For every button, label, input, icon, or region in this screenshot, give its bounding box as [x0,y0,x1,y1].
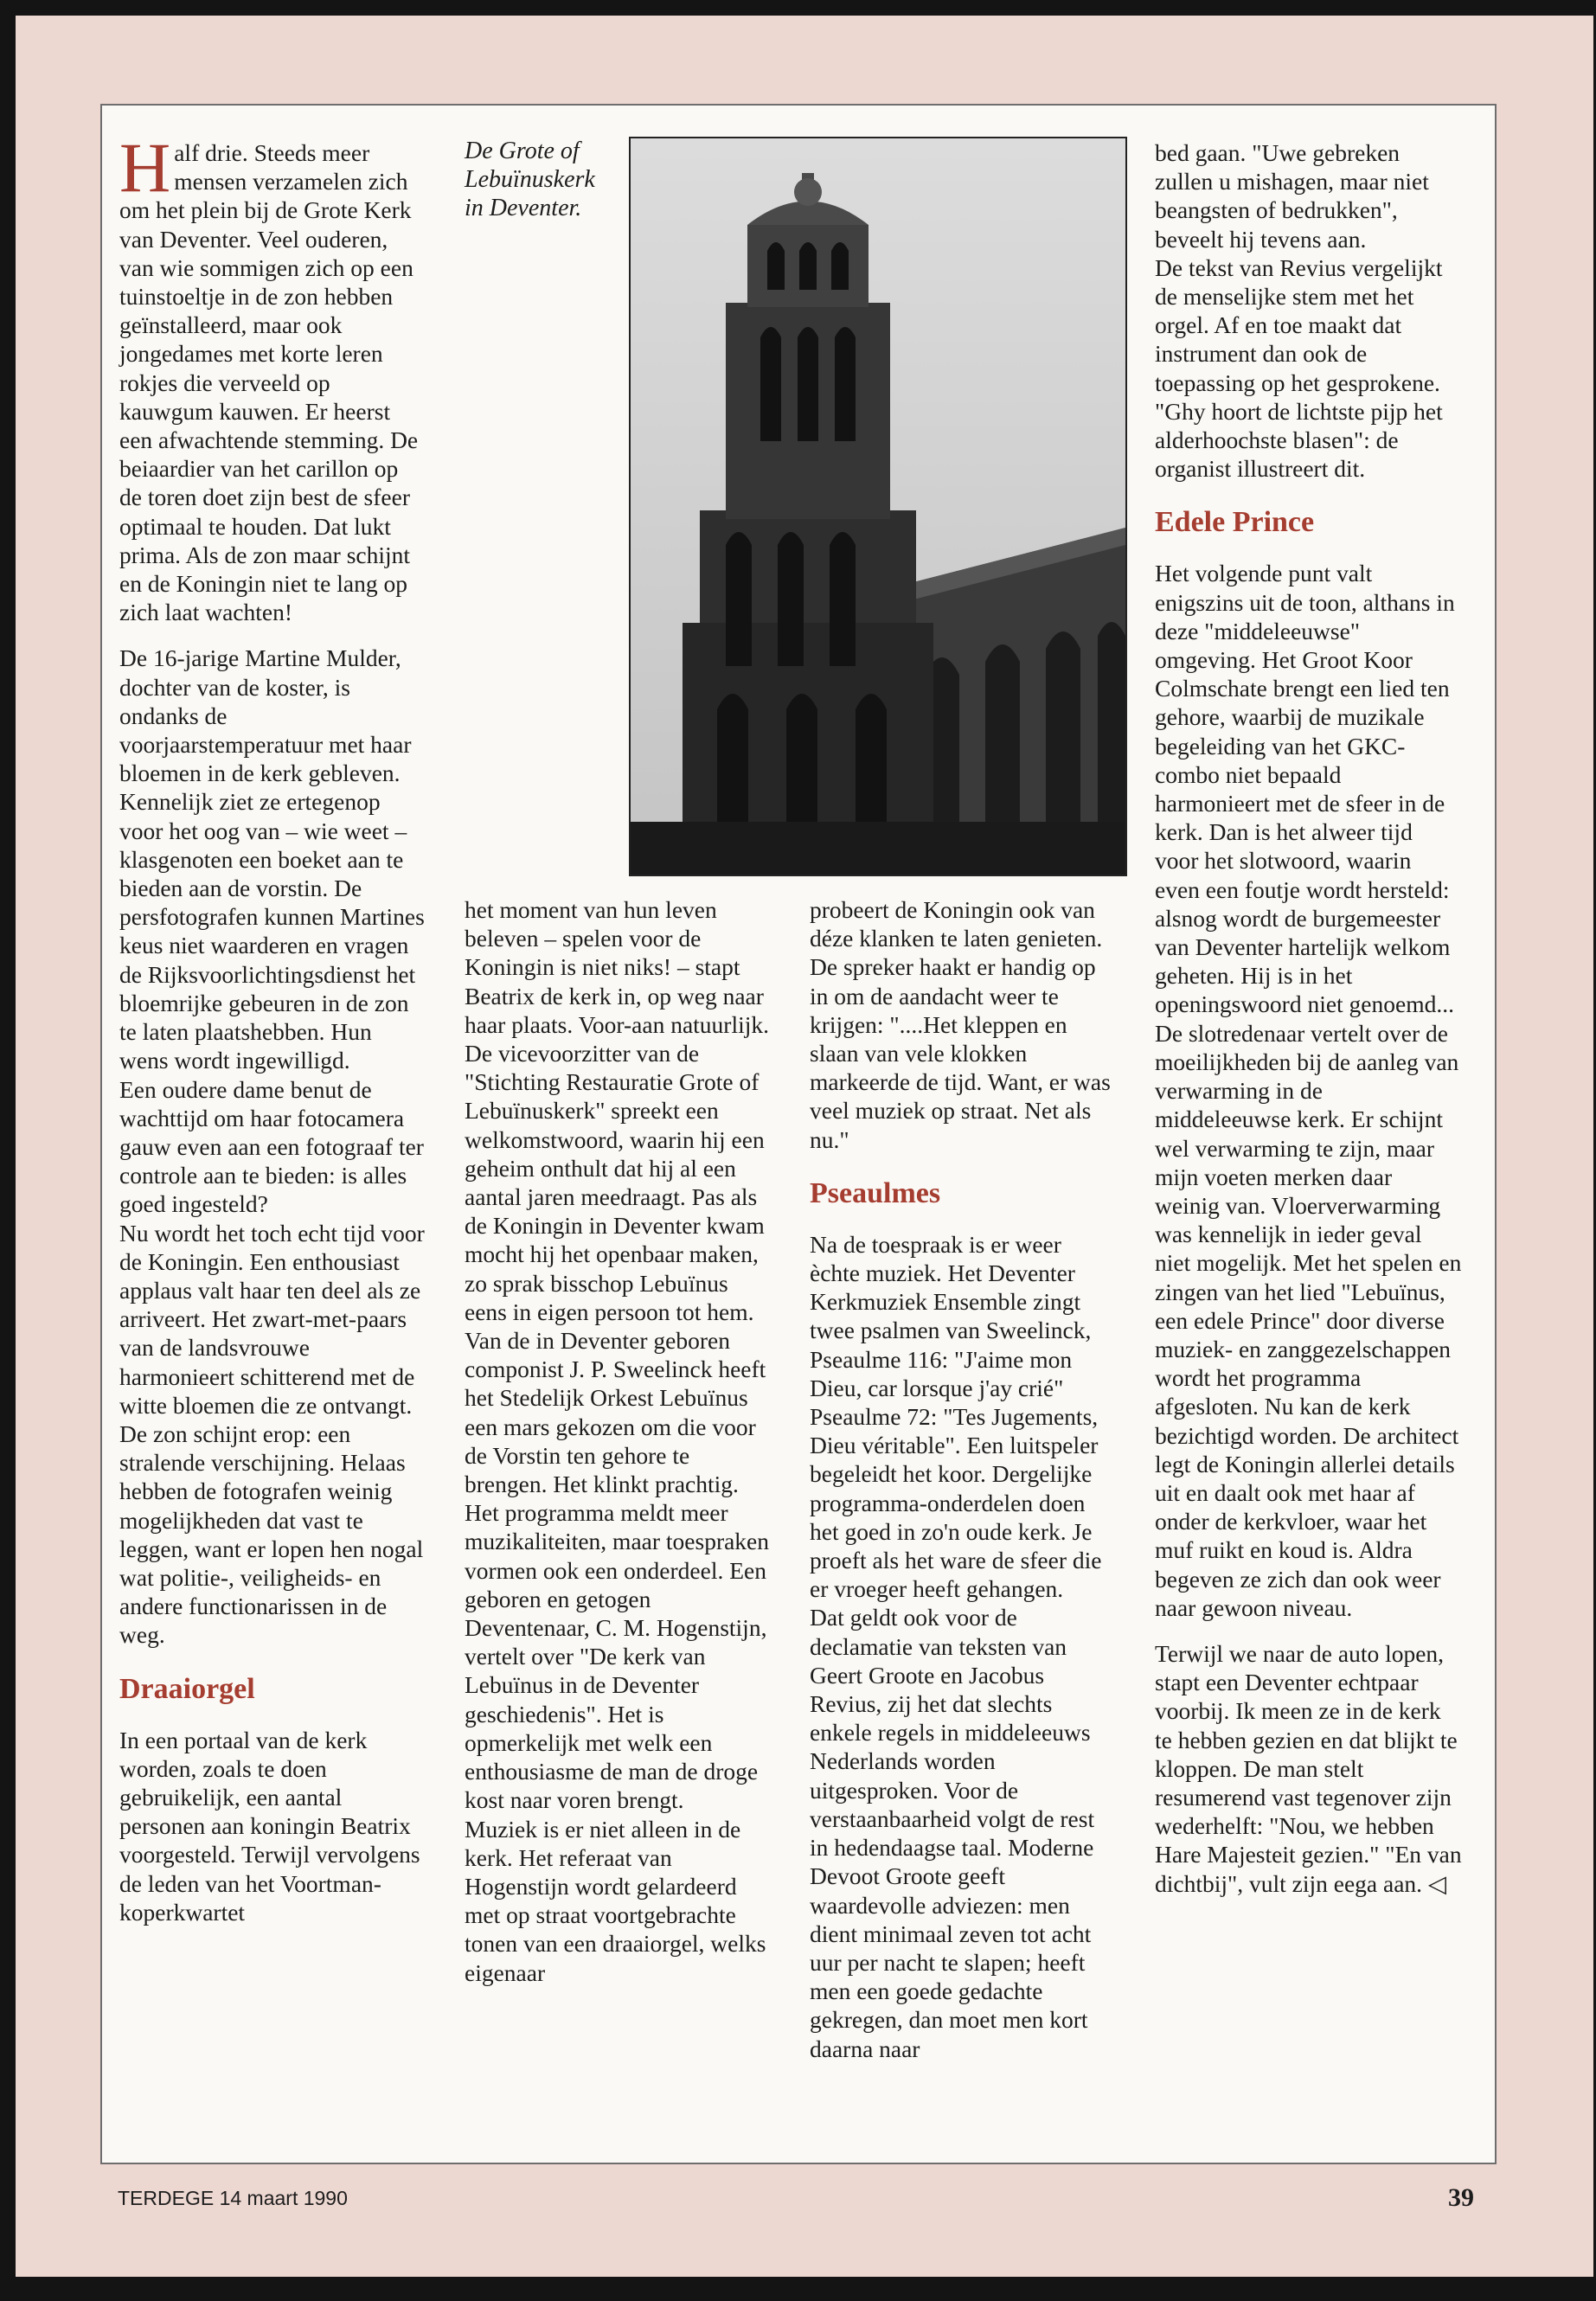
paragraph: Na de toespraak is er weer èchte muziek. Het Deventer Kerkmuziek Ensemble zingt twee psalmen van Sweelinck, Pseaulme 116: "J'aime mon Dieu, car lorsque j'ay crié" Pseaulme 72: "Tes Jugements, Dieu véritable". Een luitspeler begeleidt het koor. Dergelijke programma-onderdelen doen het goed in zo'n oude kerk. Je proeft als het ware de sfeer die er vroeger heeft gehangen. [810,1230,1102,1603]
paragraph: het moment van hun leven beleven – spelen voor de Koningin is niet niks! – stapt Beatrix de kerk in, op weg naar haar plaats. Voor-aan natuurlijk. De vicevoorzitter van de "Stichting Restauratie Grote of Lebuïnuskerk" spreekt een welkomstwoord, waarin hij een geheim onthult dat hij al een aantal jaren meedraagt. Pas als de Koningin in Deventer kwam mocht hij het openbaar maken, zo sprak bisschop Lebuïnus eens in eigen persoon tot hem. [465,896,770,1325]
paragraph: De 16-jarige Martine Mulder, dochter van de koster, is ondanks de voorjaarstemperatuur met haar bloemen in de kerk gebleven. Kennelijk ziet ze ertegenop voor het oog van – wie weet – klasgenoten een boeket aan te bieden aan de vorstin. De persfotografen kunnen Martines keus niet waarderen en vragen de Rijksvoorlichtingsdienst het bloemrijke gebeuren in de zon te laten plaatshebben. Hun wens wordt ingewilligd. [119,644,425,1074]
paragraph: Het volgende punt valt enigszins uit de toon, althans in deze "middeleeuwse" omgeving. Het Groot Koor Colmschate brengt een lied ten gehore, waarbij de muzikale begeleiding van het GKC-combo niet bepaald harmonieert met de sfeer in de kerk. Dan is het alweer tijd voor het slotwoord, waarin even een foutje wordt hersteld: alsnog wordt de burgemeester van Deventer hartelijk welkom geheten. Hij is in het openingswoord niet genoemd... De slotredenaar vertelt over de moeilijkheden bij de aanleg van verwarming in de middeleeuwse kerk. Er schijnt wel verwarming te zijn, maar mijn voeten merken daar weinig van. Vloerverwarming was kennelijk in ieder geval niet mogelijk. Met het spelen en zingen van het lied "Lebuïnus, een edele Prince" door diverse muziek- en zanggezelschappen wordt het programma afgesloten. Nu kan de kerk bezichtigd worden. De architect legt de Koningin allerlei details uit en daalt ook met haar af onder de kerkvloer, waar het muf ruikt en koud is. Aldra begeven ze zich dan ook weer naar gewoon niveau. [1155,560,1462,1621]
paragraph: probeert de Koningin ook van déze klanken te laten genieten. De spreker haakt er handig op in om de aandacht weer te krijgen: "....Het kleppen en slaan van vele klokken markeerde de tijd. Want, er was veel muziek op straat. Net als nu." [810,896,1111,1153]
column-3 [810,895,1117,2063]
closing-paragraph [1155,1639,1462,1898]
paragraph: In een portaal van de kerk worden, zoals te doen gebruikelijk, een aantal personen aan koningin Beatrix voorgesteld. Terwijl vervolgens de leden van het Voortman-koperkwartet [119,1726,420,1926]
photo-caption: De Grote of Lebuïnuskerk in Deventer. [465,138,595,221]
paragraph: Dat geldt ook voor de declamatie van teksten van Geert Groote en Jacobus Revius, zij het dat slechts enkele regels in middeleeuws Nederlands worden uitgesproken. Voor de verstaanbaarheid volgt de rest in hedendaagse taal. Moderne Devoot Groote geeft waardevolle adviezen: men dient minimaal zeven tot acht uur per nacht te slapen; heeft men een goede gedachte gekregen, dan moet men kort daarna naar [810,1604,1095,2062]
section-heading-pseaulmes: Pseaulmes [810,1176,941,1209]
footer-publication: TERDEGE 14 maart 1990 [118,2187,348,2209]
article-frame [100,104,1497,2164]
column-4 [1155,138,1462,1898]
paragraph: Muziek is er niet alleen in de kerk. Het referaat van Hogenstijn wordt gelardeerd met op straat voortgebrachte tonen van een draaiorgel, welks eigenaar [465,1815,766,1986]
column-1 [119,128,426,1926]
section-heading-draaiorgel: Draaiorgel [119,1672,255,1705]
paragraph: Het programma meldt meer muzikaliteiten, maar toespraken vormen ook een onderdeel. Een geboren en getogen Deventenaar, C. M. Hogenstijn, vertelt over "De kerk van Lebuïnus in de Deventer geschiedenis". Het is opmerkelijk met welk een enthousiasme de man de droge kost naar voren brengt. [465,1499,770,1814]
paragraph: De tekst van Revius vergelijkt de menselijke stem met het orgel. Af en toe maakt dat instrument dan ook de toepassing op het gesprokene. "Ghy hoort de lichtste pijp het alderhoochste blasen": de organist illustreert dit. [1155,253,1443,483]
end-mark-icon: ◁ [1427,1869,1447,1897]
section-heading-edele-prince: Edele Prince [1155,506,1315,539]
intro-paragraph [119,128,426,626]
intro-text: alf drie. Steeds meer mensen verzamelen zich om het plein bij de Grote Kerk van Deventer. Veel ouderen, van wie sommigen zich op een tuinstoeltje in de zon hebben geïnstalleerd, maar ook jongedames met korte leren rokjes die verveeld op kauwgum kauwen. Er heerst een afwachtende stemming. De beiaardier van het carillon op de toren doet zijn best de sfeer optimaal te houden. Dat lukt prima. Als de zon maar schijnt en de Koningin niet te lang op zich laat wachten! [119,139,419,626]
paragraph: bed gaan. "Uwe gebreken zullen u mishagen, maar niet beangsten of bedrukken", beveelt hij tevens aan. [1155,139,1429,253]
page-number: 39 [1448,2183,1474,2212]
drop-cap: H [119,128,171,207]
paragraph: Nu wordt het toch echt tijd voor de Koningin. Een enthousiast applaus valt haar ten deel als ze arriveert. Het zwart-met-paars van de landsvrouwe harmonieert schitterend met de witte bloemen die ze ontvangt. De zon schijnt erop: een stralende verschijning. Helaas hebben de fotografen weinig mogelijkheden dat vast te leggen, want er lopen hen nogal wat politie-, veiligheids- en andere functionarissen in de weg. [119,1219,425,1649]
column-2 [465,895,772,1987]
paragraph: Een oudere dame benut de wachttijd om haar fotocamera gauw even aan een fotograaf ter controle aan te bieden: is alles goed ingesteld? [119,1075,424,1218]
paragraph: Van de in Deventer geboren componist J. P. Sweelinck heeft het Stedelijk Orkest Lebuïnus een mars gekozen om die voor de Vorstin ten gehore te brengen. Het klinkt prachtig. [465,1327,766,1498]
magazine-page [16,16,1593,2277]
closing-text: Terwijl we naar de auto lopen, stapt een Deventer echtpaar voorbij. Ik meen ze in de kerk te hebben gezien en dat blijkt te kloppen. De man stelt resumerend vast tegenover zijn wederhelft: "Nou, we hebben Hare Majesteit gezien." "En van dichtbij", vult zijn eega aan. [1155,1639,1462,1897]
church-tower-photo [629,137,1127,876]
church-tower-icon [631,138,1125,875]
